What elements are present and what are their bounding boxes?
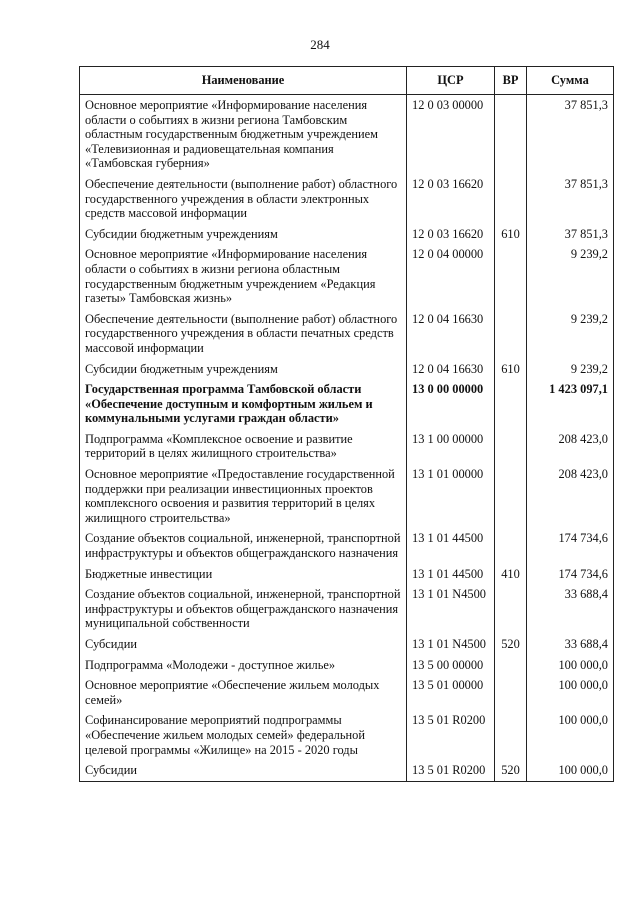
row-sum-cell: 100 000,0 (527, 675, 614, 710)
row-csr-cell: 12 0 04 16630 (407, 359, 495, 380)
table-row (80, 95, 614, 174)
row-name-cell: Обеспечение деятельности (выполнение работ) областного государственного учреждения в области печатных средств массовой информации (80, 309, 407, 359)
row-sum-cell: 9 239,2 (527, 359, 614, 380)
table-header (80, 67, 614, 95)
table-row (80, 309, 614, 359)
table-row (80, 710, 614, 760)
row-vr-cell: 520 (495, 760, 527, 781)
table-body (80, 95, 614, 782)
row-vr-cell (495, 309, 527, 359)
row-csr-cell: 13 1 01 00000 (407, 464, 495, 528)
row-csr-cell: 12 0 04 16630 (407, 309, 495, 359)
row-name-cell: Субсидии (80, 634, 407, 655)
row-csr-cell: 13 5 01 00000 (407, 675, 495, 710)
row-name-cell: Субсидии (80, 760, 407, 781)
table-row (80, 634, 614, 655)
row-sum-cell: 1 423 097,1 (527, 379, 614, 429)
row-vr-cell: 610 (495, 359, 527, 380)
row-csr-cell: 13 1 01 N4500 (407, 584, 495, 634)
row-csr-cell: 13 1 00 00000 (407, 429, 495, 464)
table-row (80, 244, 614, 308)
row-name-cell: Основное мероприятие «Информирование населения области о событиях в жизни региона областным государственным бюджетным учреждением «Редакция газеты» Тамбовская жизнь» (80, 244, 407, 308)
row-sum-cell: 208 423,0 (527, 464, 614, 528)
row-sum-cell: 33 688,4 (527, 634, 614, 655)
header-vr: ВР (495, 67, 527, 95)
row-vr-cell (495, 429, 527, 464)
row-sum-cell: 100 000,0 (527, 760, 614, 781)
row-sum-cell: 37 851,3 (527, 95, 614, 174)
row-csr-cell: 12 0 03 00000 (407, 95, 495, 174)
row-vr-cell (495, 95, 527, 174)
table-row (80, 359, 614, 380)
row-csr-cell: 12 0 03 16620 (407, 174, 495, 224)
row-csr-cell: 13 5 01 R0200 (407, 710, 495, 760)
row-sum-cell: 37 851,3 (527, 224, 614, 245)
row-name-cell: Подпрограмма «Комплексное освоение и развитие территорий в целях жилищного строительства» (80, 429, 407, 464)
row-sum-cell: 174 734,6 (527, 564, 614, 585)
table-row (80, 564, 614, 585)
row-vr-cell: 520 (495, 634, 527, 655)
row-csr-cell: 12 0 03 16620 (407, 224, 495, 245)
row-csr-cell: 13 1 01 N4500 (407, 634, 495, 655)
row-csr-cell: 13 1 01 44500 (407, 564, 495, 585)
table-row (80, 528, 614, 563)
row-csr-cell: 13 5 01 R0200 (407, 760, 495, 781)
row-csr-cell: 12 0 04 00000 (407, 244, 495, 308)
row-vr-cell: 610 (495, 224, 527, 245)
row-sum-cell: 9 239,2 (527, 309, 614, 359)
row-vr-cell (495, 710, 527, 760)
row-sum-cell: 208 423,0 (527, 429, 614, 464)
row-sum-cell: 9 239,2 (527, 244, 614, 308)
table-row (80, 174, 614, 224)
row-name-cell: Основное мероприятие «Информирование населения области о событиях в жизни региона Тамбовским областным государственным бюджетным учреждением «Телевизионная и радиовещательная компания «Тамбовская губерния» (80, 95, 407, 174)
row-vr-cell (495, 655, 527, 676)
row-name-cell: Бюджетные инвестиции (80, 564, 407, 585)
budget-table (79, 66, 614, 782)
row-sum-cell: 33 688,4 (527, 584, 614, 634)
row-csr-cell: 13 0 00 00000 (407, 379, 495, 429)
row-csr-cell: 13 5 00 00000 (407, 655, 495, 676)
table-row (80, 379, 614, 429)
header-sum: Сумма (527, 67, 614, 95)
row-vr-cell (495, 584, 527, 634)
table-row (80, 429, 614, 464)
row-sum-cell: 100 000,0 (527, 710, 614, 760)
page-number: 284 (310, 37, 330, 52)
row-name-cell: Субсидии бюджетным учреждениям (80, 359, 407, 380)
row-vr-cell (495, 675, 527, 710)
row-name-cell: Создание объектов социальной, инженерной, транспортной инфраструктуры и объектов общегражданского назначения муниципальной собственности (80, 584, 407, 634)
table-row (80, 760, 614, 781)
row-vr-cell (495, 174, 527, 224)
row-name-cell: Создание объектов социальной, инженерной, транспортной инфраструктуры и объектов общегражданского назначения (80, 528, 407, 563)
row-sum-cell: 100 000,0 (527, 655, 614, 676)
table-row (80, 464, 614, 528)
row-vr-cell (495, 379, 527, 429)
table-row (80, 655, 614, 676)
row-name-cell: Субсидии бюджетным учреждениям (80, 224, 407, 245)
row-vr-cell (495, 244, 527, 308)
header-row (80, 67, 614, 95)
row-name-cell: Обеспечение деятельности (выполнение работ) областного государственного учреждения в области электронных средств массовой информации (80, 174, 407, 224)
table-row (80, 675, 614, 710)
row-csr-cell: 13 1 01 44500 (407, 528, 495, 563)
row-vr-cell: 410 (495, 564, 527, 585)
row-name-cell: Подпрограмма «Молодежи - доступное жилье» (80, 655, 407, 676)
row-vr-cell (495, 528, 527, 563)
row-vr-cell (495, 464, 527, 528)
table-row (80, 584, 614, 634)
row-name-cell: Софинансирование мероприятий подпрограммы «Обеспечение жильем молодых семей» федеральной целевой программы «Жилище» на 2015 - 2020 годы (80, 710, 407, 760)
row-sum-cell: 37 851,3 (527, 174, 614, 224)
header-csr: ЦСР (407, 67, 495, 95)
row-sum-cell: 174 734,6 (527, 528, 614, 563)
table-row (80, 224, 614, 245)
row-name-cell: Основное мероприятие «Обеспечение жильем молодых семей» (80, 675, 407, 710)
header-name: Наименование (80, 67, 407, 95)
row-name-cell: Основное мероприятие «Предоставление государственной поддержки при реализации инвестиционных проектов комплексного освоения и развития территорий в целях жилищного строительства» (80, 464, 407, 528)
row-name-cell: Государственная программа Тамбовской области «Обеспечение доступным и комфортным жильем и коммунальными услугами граждан области» (80, 379, 407, 429)
